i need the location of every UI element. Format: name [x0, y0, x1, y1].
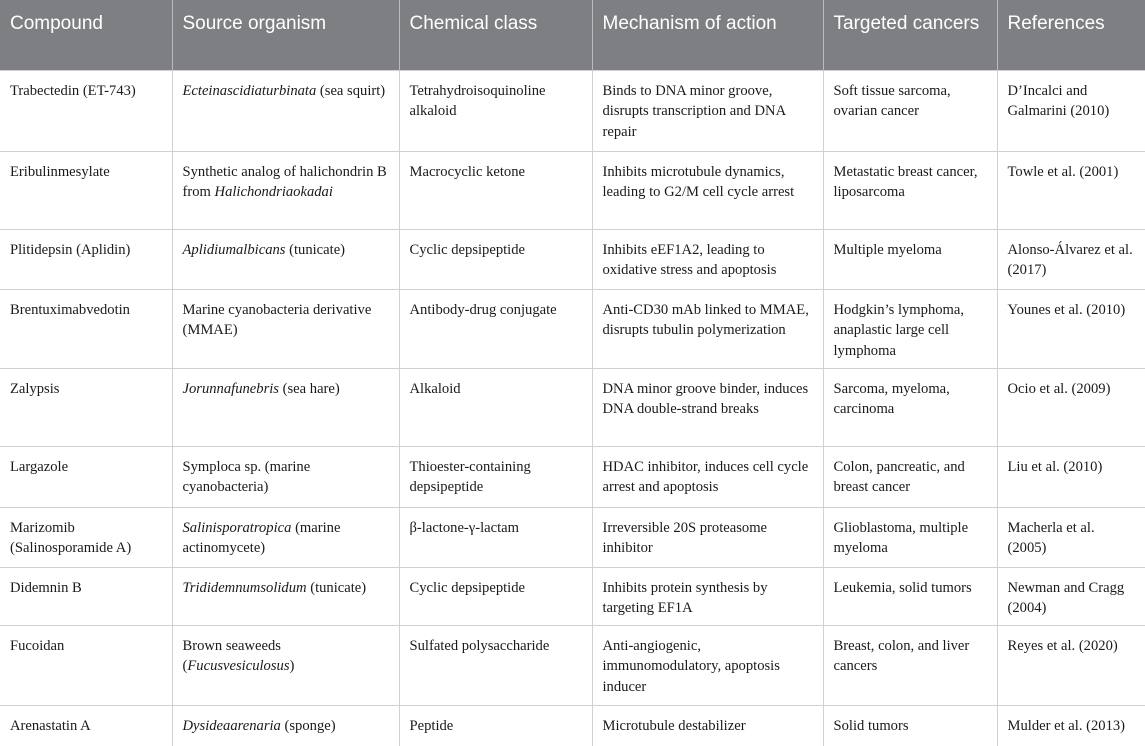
header-references: References — [997, 0, 1145, 70]
header-source-organism: Source organism — [172, 0, 399, 70]
cell-source-organism — [172, 229, 399, 289]
species-name: Dysideaarenaria — [182, 717, 281, 734]
header-compound: Compound — [0, 0, 172, 70]
table-row — [0, 625, 1145, 705]
cell-reference: D’Incalci and Galmarini (2010) — [997, 70, 1145, 151]
cell-chemical-class: β-lactone-γ-lactam — [399, 507, 592, 567]
cell-mechanism: DNA minor groove binder, induces DNA double-strand breaks — [592, 368, 823, 446]
cell-source-organism — [172, 507, 399, 567]
cell-targeted-cancers: Sarcoma, myeloma, carcinoma — [823, 368, 997, 446]
header-row — [0, 0, 1145, 70]
source-note: (tunicate) — [306, 579, 367, 596]
cell-targeted-cancers: Soft tissue sarcoma, ovarian cancer — [823, 70, 997, 151]
cell-targeted-cancers: Leukemia, solid tumors — [823, 567, 997, 625]
cell-targeted-cancers: Metastatic breast cancer, liposarcoma — [823, 151, 997, 229]
cell-compound: Plitidepsin (Aplidin) — [0, 229, 172, 289]
table-row — [0, 705, 1145, 746]
cell-targeted-cancers: Breast, colon, and liver cancers — [823, 625, 997, 705]
cell-reference: Alonso-Álvarez et al. (2017) — [997, 229, 1145, 289]
cell-reference: Younes et al. (2010) — [997, 289, 1145, 368]
table-row — [0, 567, 1145, 625]
cell-compound: Largazole — [0, 446, 172, 507]
species-name: Jorunnafunebris — [182, 380, 279, 397]
cell-chemical-class: Cyclic depsipeptide — [399, 229, 592, 289]
source-note: Synthetic analog of halichondrin B from — [182, 163, 387, 200]
species-name: Ecteinascidiaturbinata — [182, 82, 317, 99]
cell-mechanism: Inhibits eEF1A2, leading to oxidative stress and apoptosis — [592, 229, 823, 289]
cell-mechanism: HDAC inhibitor, induces cell cycle arrest and apoptosis — [592, 446, 823, 507]
source-note: (sponge) — [280, 717, 336, 734]
source-note: (marine actinomycete) — [182, 519, 341, 556]
species-name: Trididemnumsolidum — [182, 579, 307, 596]
table-body — [0, 70, 1145, 746]
cell-reference: Liu et al. (2010) — [997, 446, 1145, 507]
cell-source-organism: Symploca sp. (marine cyanobacteria) — [172, 446, 399, 507]
cell-chemical-class: Antibody-drug conjugate — [399, 289, 592, 368]
cell-compound: Brentuximabvedotin — [0, 289, 172, 368]
species-name: Halichondriaokadai — [214, 184, 333, 200]
cell-source-organism — [172, 70, 399, 151]
cell-targeted-cancers: Multiple myeloma — [823, 229, 997, 289]
cell-mechanism: Inhibits protein synthesis by targeting EF1A — [592, 567, 823, 625]
header-mechanism-of-action: Mechanism of action — [592, 0, 823, 70]
cell-chemical-class: Sulfated polysaccharide — [399, 625, 592, 705]
cell-source-organism — [172, 151, 399, 229]
table-row — [0, 507, 1145, 567]
table-row — [0, 229, 1145, 289]
cell-source-organism — [172, 625, 399, 705]
cell-reference: Macherla et al. (2005) — [997, 507, 1145, 567]
table-header — [0, 0, 1145, 70]
header-targeted-cancers: Targeted cancers — [823, 0, 997, 70]
cell-reference: Newman and Cragg (2004) — [997, 567, 1145, 625]
source-note: (sea hare) — [278, 380, 340, 397]
source-note-close: ) — [289, 658, 295, 674]
cell-reference: Mulder et al. (2013) — [997, 705, 1145, 746]
table-row — [0, 289, 1145, 368]
cell-source-organism: Marine cyanobacteria derivative (MMAE) — [172, 289, 399, 368]
species-name: Aplidiumalbicans — [182, 241, 286, 258]
cell-chemical-class: Macrocyclic ketone — [399, 151, 592, 229]
cell-targeted-cancers: Glioblastoma, multiple myeloma — [823, 507, 997, 567]
cell-chemical-class: Thioester-containing depsipeptide — [399, 446, 592, 507]
cell-targeted-cancers: Hodgkin’s lymphoma, anaplastic large cell lymphoma — [823, 289, 997, 368]
cell-mechanism: Microtubule destabilizer — [592, 705, 823, 746]
cell-mechanism: Anti-CD30 mAb linked to MMAE, disrupts tubulin polymerization — [592, 289, 823, 368]
cell-compound: Didemnin B — [0, 567, 172, 625]
species-name: Fucusvesiculosus — [187, 658, 290, 674]
cell-chemical-class: Tetrahydroisoquinoline alkaloid — [399, 70, 592, 151]
cell-mechanism: Binds to DNA minor groove, disrupts transcription and DNA repair — [592, 70, 823, 151]
cell-mechanism: Irreversible 20S proteasome inhibitor — [592, 507, 823, 567]
table-row — [0, 446, 1145, 507]
cell-reference: Towle et al. (2001) — [997, 151, 1145, 229]
cell-reference: Reyes et al. (2020) — [997, 625, 1145, 705]
table-row — [0, 70, 1145, 151]
cell-source-organism — [172, 705, 399, 746]
cell-compound: Trabectedin (ET-743) — [0, 70, 172, 151]
source-note: Brown seaweeds ( — [182, 637, 281, 674]
cell-mechanism: Anti-angiogenic, immunomodulatory, apoptosis inducer — [592, 625, 823, 705]
cell-source-organism — [172, 368, 399, 446]
header-chemical-class: Chemical class — [399, 0, 592, 70]
cell-source-organism — [172, 567, 399, 625]
cell-compound: Marizomib (Salinosporamide A) — [0, 507, 172, 567]
cell-mechanism: Inhibits microtubule dynamics, leading to G2/M cell cycle arrest — [592, 151, 823, 229]
cell-compound: Zalypsis — [0, 368, 172, 446]
cell-compound: Eribulinmesylate — [0, 151, 172, 229]
source-note: (tunicate) — [285, 241, 346, 258]
cell-targeted-cancers: Solid tumors — [823, 705, 997, 746]
cell-compound: Arenastatin A — [0, 705, 172, 746]
species-name: Salinisporatropica — [182, 519, 292, 536]
cell-chemical-class: Cyclic depsipeptide — [399, 567, 592, 625]
table-row — [0, 368, 1145, 446]
cell-reference: Ocio et al. (2009) — [997, 368, 1145, 446]
cell-chemical-class: Alkaloid — [399, 368, 592, 446]
cell-targeted-cancers: Colon, pancreatic, and breast cancer — [823, 446, 997, 507]
cell-compound: Fucoidan — [0, 625, 172, 705]
cell-chemical-class: Peptide — [399, 705, 592, 746]
table-row — [0, 151, 1145, 229]
source-note: (sea squirt) — [316, 82, 386, 99]
